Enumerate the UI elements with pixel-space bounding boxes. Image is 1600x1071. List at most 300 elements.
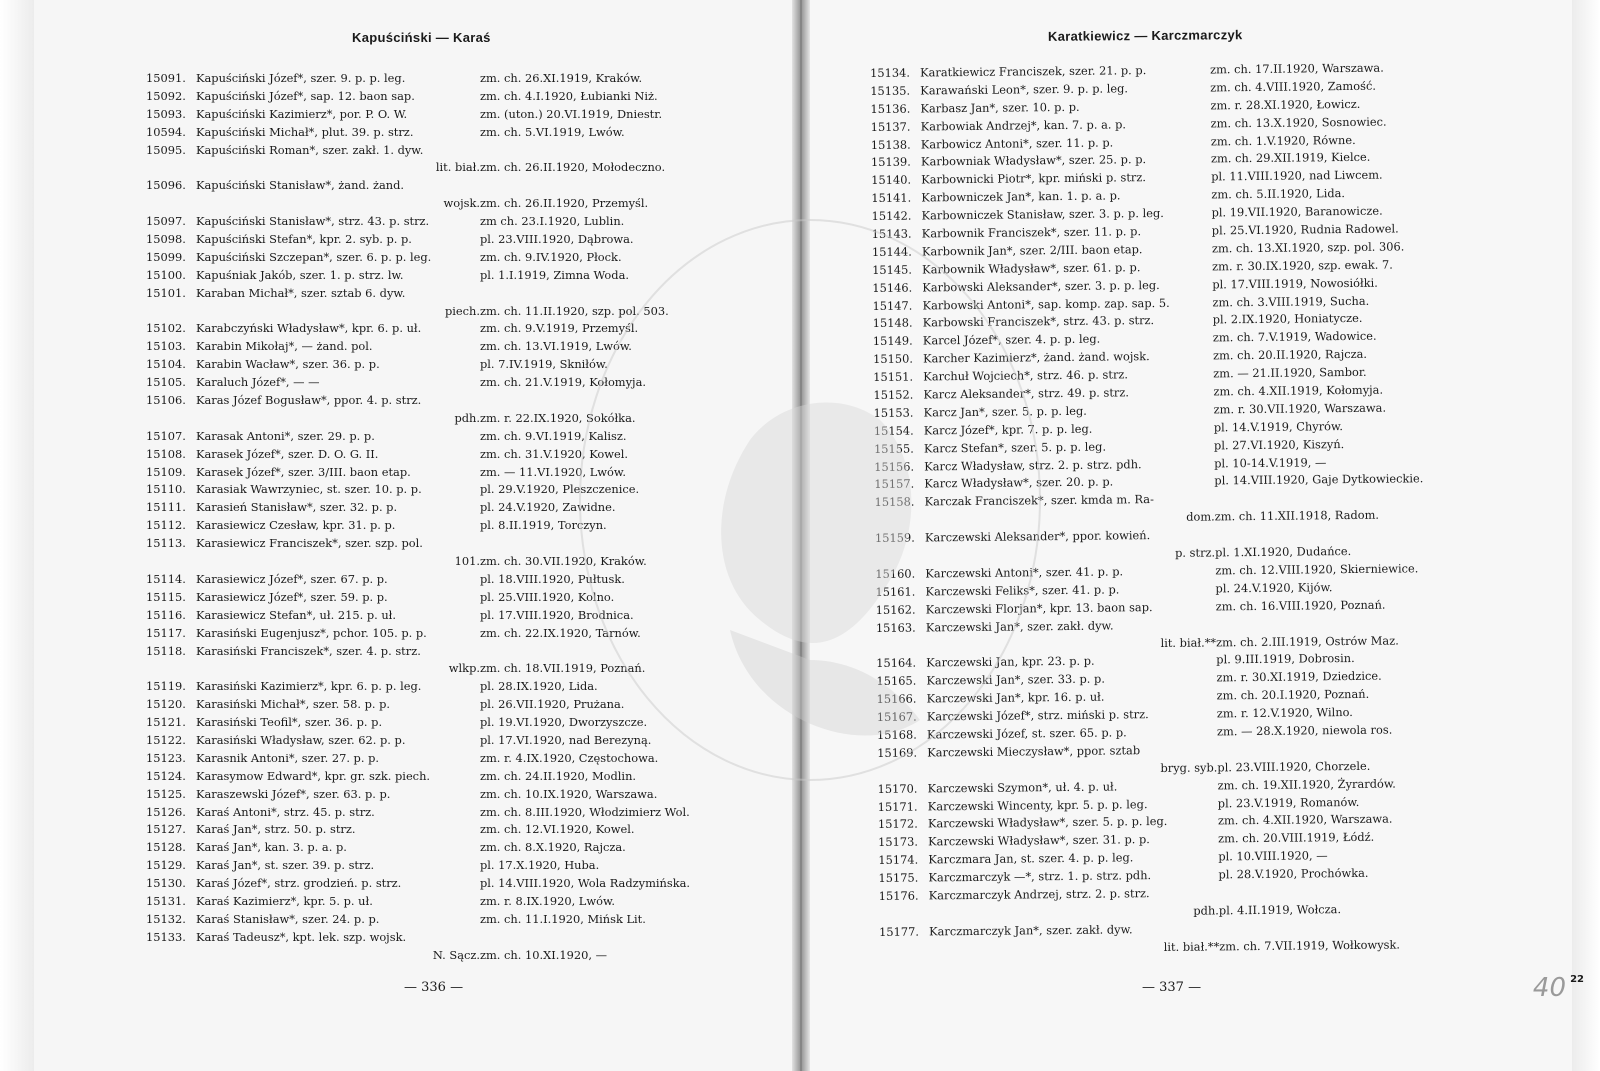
right-entry-list — [870, 57, 1599, 959]
entry-number: 15150. — [873, 351, 914, 367]
entry-name: Karczewski Jan*, szer. zakł. dyw. — [925, 618, 1114, 635]
entry-death-details: zm. r. 30.XI.1919, Dziedzice. — [1216, 668, 1382, 685]
entry-number: 15120. — [146, 697, 186, 712]
entry-death-details: zm. r. 22.IX.1920, Sokółka. — [480, 410, 636, 425]
entry-number: 15152. — [873, 387, 914, 403]
entry-name: Karczewski Aleksander*, ppor. kowień. — [924, 528, 1151, 545]
entry-death-details: zm. (uton.) 20.VI.1919, Dniestr. — [480, 106, 663, 121]
entry-number: 15122. — [146, 732, 186, 747]
entry-name: Karasek Józef*, szer. 3/III. baon etap. — [196, 464, 411, 479]
entry-row — [146, 535, 766, 553]
entry-number: 15162. — [875, 602, 916, 617]
entry-death-details: pl. 1.I.1919, Zimna Woda. — [480, 267, 629, 282]
entry-number: 15110. — [146, 482, 186, 497]
entry-row — [146, 231, 766, 249]
entry-row — [146, 786, 766, 804]
entry-row — [146, 159, 766, 177]
entry-name: Karbowniczek Stanisław, szer. 3. p. p. leg. — [921, 206, 1164, 223]
entry-death-details: zm. ch. 7.VII.1919, Wołkowysk. — [1219, 937, 1401, 954]
entry-number: 15092. — [146, 88, 186, 103]
entry-name: Karbownik Franciszek*, szer. 11. p. p. — [921, 224, 1142, 241]
entry-name: Karczewski Józef*, strz. miński p. strz. — [926, 707, 1149, 724]
entry-name: Karasiński Kazimierz*, kpr. 6. p. p. leg. — [196, 679, 422, 694]
entry-number: 15109. — [146, 464, 186, 479]
entry-number: 15117. — [146, 625, 186, 640]
entry-number: 15101. — [146, 285, 186, 300]
entry-death-details: zm. ch. 11.II.1920, szp. pol. 503. — [480, 303, 669, 318]
entry-name: Karczewski Jan, kpr. 23. p. p. — [926, 654, 1095, 670]
entry-number: 15176. — [878, 888, 919, 903]
entry-number: 15171. — [877, 799, 918, 814]
entry-name: Karasymow Edward*, kpr. gr. szk. piech. — [196, 768, 431, 783]
entry-unit-continuation: dom. — [1186, 509, 1215, 524]
entry-death-details: pl. 10.VIII.1920, — — [1218, 848, 1328, 864]
entry-name: Karasiewicz Czesław, kpr. 31. p. p. — [196, 518, 396, 533]
entry-name: Karczewski Florjan*, kpr. 13. baon sap. — [925, 599, 1153, 617]
entry-row — [146, 589, 766, 607]
entry-row — [146, 285, 766, 303]
entry-name: Karcz Stefan*, szer. 5. p. p. leg. — [923, 439, 1107, 456]
entry-name: Karbowski Antoni*, sap. komp. zap. sap. 5. — [922, 295, 1170, 313]
entry-name: Kapuściński Michał*, plut. 39. p. strz. — [196, 124, 414, 139]
entry-number: 15155. — [873, 441, 914, 456]
entry-number: 15112. — [146, 518, 186, 533]
entry-death-details: zm. ch. 3.VIII.1919, Sucha. — [1212, 293, 1370, 310]
entry-death-details: zm. ch. 4.XII.1919, Kołomyja. — [1213, 382, 1384, 399]
entry-death-details: zm. ch. 9.VI.1919, Kalisz. — [480, 428, 627, 443]
entry-death-details: zm. ch. 10.XI.1920, — — [480, 947, 607, 962]
entry-death-details: pl. 11.VIII.1920, nad Liwcem. — [1211, 167, 1383, 184]
entry-row — [146, 70, 766, 88]
entry-number: 15164. — [876, 655, 917, 671]
entry-row — [146, 249, 766, 267]
entry-number: 15160. — [875, 566, 916, 581]
right-page-number: — 337 — — [1142, 980, 1202, 995]
entry-name: Karas Józef Bogusław*, ppor. 4. p. strz. — [196, 393, 422, 408]
entry-number: 15095. — [146, 142, 186, 157]
entry-number: 15129. — [146, 858, 186, 873]
entry-death-details: zm. r. 28.XI.1920, Łowicz. — [1210, 96, 1361, 113]
entry-death-details: zm. ch. 11.I.1920, Mińsk Lit. — [480, 911, 646, 926]
entry-name: Karaś Józef*, strz. grodzień. p. strz. — [196, 876, 402, 891]
entry-name: Karczewski Józef, st. szer. 65. p. p. — [926, 725, 1127, 742]
entry-death-details: zm. ch. 7.V.1919, Wadowice. — [1212, 329, 1377, 345]
entry-name: Karasiński Eugenjusz*, pchor. 105. p. p. — [196, 625, 427, 640]
entry-number: 15165. — [876, 673, 917, 689]
entry-death-details: zm. ch. 26.XI.1919, Kraków. — [480, 71, 643, 85]
entry-name: Kapuściński Józef*, szer. 9. p. p. leg. — [196, 71, 406, 85]
entry-number: 15103. — [146, 339, 186, 354]
entry-name: Karasiak Wawrzyniec, st. szer. 10. p. p. — [196, 482, 422, 497]
entry-death-details: pl. 14.VIII.1920, Gaje Dytkowieckie. — [1214, 471, 1424, 488]
entry-death-details: zm. ch. 2.III.1919, Ostrów Maz. — [1215, 632, 1399, 649]
entry-name: Karatkiewicz Franciszek, szer. 21. p. p. — [920, 63, 1147, 80]
entry-unit-continuation: wojsk. — [443, 196, 480, 211]
right-page-header: Karatkiewicz — Karczmarczyk — [1047, 27, 1243, 44]
entry-name: Karczewski Jan*, kpr. 16. p. uł. — [926, 689, 1105, 706]
entry-name: Karczmarczyk Jan*, szer. zakł. dyw. — [929, 922, 1133, 939]
entry-name: Karaś Jan*, strz. 50. p. strz. — [196, 822, 356, 837]
entry-row — [146, 320, 766, 338]
entry-death-details: pl. 8.II.1919, Torczyn. — [480, 518, 607, 533]
entry-number: 15121. — [146, 715, 186, 730]
entry-row — [146, 303, 766, 321]
entry-number: 15096. — [146, 178, 186, 193]
entry-number: 15175. — [878, 870, 919, 886]
entry-number: 15118. — [146, 643, 186, 658]
entry-name: Karbasz Jan*, szer. 10. p. p. — [920, 99, 1080, 116]
entry-row — [146, 839, 766, 857]
entry-death-details: pl. 23.VIII.1920, Chorzele. — [1217, 758, 1371, 775]
entry-name: Karczewski Antoni*, szer. 41. p. p. — [925, 564, 1124, 581]
entry-row — [146, 732, 766, 750]
entry-name: Karbowski Franciszek*, strz. 43. p. strz. — [922, 313, 1155, 330]
entry-row — [146, 660, 766, 678]
entry-death-details: zm. ch. 29.XII.1919, Kielce. — [1210, 150, 1371, 166]
entry-number: 15093. — [146, 106, 186, 121]
entry-name: Karaś Jan*, st. szer. 39. p. strz. — [196, 858, 375, 873]
entry-number: 15100. — [146, 267, 186, 282]
entry-name: Kapuściński Józef*, sap. 12. baon sap. — [196, 88, 415, 103]
entry-number: 15131. — [146, 893, 186, 908]
entry-row — [146, 499, 766, 517]
entry-number: 15124. — [146, 768, 186, 783]
entry-death-details: zm. ch. 16.VIII.1920, Poznań. — [1215, 597, 1386, 614]
entry-name: Karasiewicz Józef*, szer. 67. p. p. — [196, 571, 388, 586]
entry-death-details: pl. 24.V.1920, Kijów. — [1215, 580, 1333, 596]
entry-row — [146, 410, 766, 428]
entry-death-details: pl. 17.VI.1920, nad Berezyną. — [480, 732, 652, 747]
entry-unit-continuation: pdh. — [1193, 903, 1219, 918]
entry-row — [146, 571, 766, 589]
entry-death-details: zm. ch. 4.XII.1920, Warszawa. — [1217, 811, 1393, 828]
entry-number: 15108. — [146, 446, 186, 461]
entry-number: 15146. — [872, 280, 913, 295]
entry-death-details: zm. ch. 21.V.1919, Kołomyja. — [480, 375, 646, 390]
entry-death-details: zm. ch. 31.V.1920, Kowel. — [480, 446, 629, 461]
entry-name: Karaban Michał*, szer. sztab 6. dyw. — [196, 285, 406, 300]
left-entry-list — [146, 70, 766, 965]
entry-name: Karasiewicz Franciszek*, szer. szp. pol. — [196, 536, 423, 551]
entry-name: Karasek Józef*, szer. D. O. G. II. — [196, 446, 379, 461]
entry-number: 15107. — [146, 428, 186, 443]
entry-name: Karaś Tadeusz*, kpt. lek. szp. wojsk. — [196, 929, 407, 944]
entry-number: 15143. — [871, 226, 912, 242]
entry-death-details: pl. 25.VIII.1920, Kolno. — [480, 589, 615, 604]
entry-row — [146, 947, 766, 965]
entry-row — [146, 804, 766, 822]
entry-row — [146, 356, 766, 374]
entry-number: 15158. — [874, 494, 915, 510]
entry-death-details: pl. 27.VI.1920, Kiszyń. — [1213, 436, 1345, 453]
entry-name: Karcel Józef*, szer. 4. p. p. leg. — [922, 331, 1101, 348]
entry-death-details: zm. ch. 8.X.1920, Rajcza. — [480, 840, 626, 855]
entry-death-details: pl. 19.VII.1920, Baranowicze. — [1211, 203, 1383, 220]
entry-number: 15166. — [876, 691, 917, 707]
right-page — [800, 0, 1600, 1071]
left-page-header: Kapuściński — Karaś — [352, 30, 491, 45]
entry-name: Karczak Franciszek*, szer. kmda m. Ra- — [924, 492, 1154, 509]
entry-row — [146, 625, 766, 643]
entry-row — [146, 106, 766, 124]
entry-unit-continuation: lit. biał.** — [1163, 939, 1220, 954]
entry-death-details: pl. 1.XI.1920, Dudańce. — [1215, 544, 1352, 560]
entry-number: 15130. — [146, 876, 186, 891]
entry-number: 15157. — [874, 477, 915, 492]
entry-name: Karcher Kazimierz*, żand. żand. wojsk. — [923, 349, 1150, 366]
entry-unit-continuation: bryg. syb. — [1160, 760, 1218, 775]
entry-number: 15102. — [146, 321, 186, 336]
entry-number: 15106. — [146, 393, 186, 408]
entry-number: 15104. — [146, 357, 186, 372]
entry-row — [146, 875, 766, 893]
entry-death-details: pl. 28.IX.1920, Lida. — [480, 679, 598, 694]
entry-death-details: zm. ch. 12.VIII.1920, Skierniewice. — [1215, 561, 1419, 578]
entry-row — [146, 857, 766, 875]
book-gutter — [792, 0, 810, 1071]
entry-row — [146, 607, 766, 625]
entry-name: Karasnik Antoni*, szer. 27. p. p. — [196, 750, 380, 765]
entry-number: 15116. — [146, 607, 186, 622]
entry-name: Karcz Aleksander*, strz. 49. p. strz. — [923, 385, 1130, 402]
entry-death-details: pl. 17.VIII.1919, Nowosiółki. — [1212, 275, 1378, 292]
entry-row — [146, 124, 766, 142]
entry-death-details: pl. 23.VIII.1920, Dąbrowa. — [480, 232, 634, 247]
entry-name: Karbownicki Piotr*, kpr. miński p. strz. — [921, 170, 1147, 187]
entry-unit-continuation: pdh. — [454, 410, 480, 425]
entry-death-details: zm. r. 12.V.1920, Wilno. — [1216, 705, 1353, 721]
entry-death-details: zm. r. 4.IX.1920, Częstochowa. — [480, 750, 659, 765]
entry-number: 15139. — [870, 155, 911, 170]
entry-name: Karaluch Józef*, — — — [196, 375, 320, 390]
entry-row — [146, 374, 766, 392]
entry-death-details: zm. ch. 4.I.1920, Łubianki Niż. — [480, 88, 658, 103]
entry-name: Karaś Antoni*, strz. 45. p. strz. — [196, 804, 375, 819]
entry-number: 15105. — [146, 375, 186, 390]
entry-number: 15135. — [870, 83, 911, 98]
entry-death-details: zm. ch. 8.III.1920, Włodzimierz Wol. — [480, 804, 690, 819]
entry-name: Karczewski Jan*, szer. 33. p. p. — [926, 671, 1105, 688]
entry-name: Karasak Antoni*, szer. 29. p. p. — [196, 428, 375, 443]
entry-number: 15145. — [872, 262, 913, 277]
entry-row — [146, 678, 766, 696]
entry-death-details: zm. ch. 9.V.1919, Przemyśl. — [480, 321, 639, 336]
entry-number: 15137. — [870, 119, 911, 134]
entry-death-details: pl. 17.VIII.1920, Brodnica. — [480, 607, 634, 622]
entry-unit-continuation: lit. biał. — [435, 160, 480, 175]
entry-name: Karbowniak Władysław*, szer. 25. p. p. — [920, 152, 1147, 169]
entry-name: Karczewski Władysław*, szer. 5. p. p. leg. — [927, 814, 1168, 831]
entry-number: 15172. — [877, 816, 918, 832]
entry-name: Karbowicz Antoni*, szer. 11. p. p. — [920, 135, 1114, 152]
entry-name: Karasiewicz Stefan*, uł. 215. p. uł. — [196, 607, 396, 622]
entry-row — [146, 142, 766, 160]
entry-number: 15114. — [146, 571, 186, 586]
entry-death-details: zm. r. 30.IX.1920, szp. ewak. 7. — [1212, 257, 1393, 274]
entry-number: 15170. — [877, 781, 918, 796]
entry-name: Karczmarczyk Andrzej, strz. 2. p. strz. — [928, 886, 1150, 903]
entry-name: Karbowniczek Jan*, kan. 1. p. a. p. — [921, 188, 1121, 205]
entry-number: 15138. — [870, 137, 911, 152]
entry-row — [146, 750, 766, 768]
entry-death-details: pl. 18.VIII.1920, Pułtusk. — [480, 571, 625, 586]
entry-name: Karawański Leon*, szer. 9. p. p. leg. — [920, 81, 1129, 98]
entry-number: 15127. — [146, 822, 186, 837]
entry-number: 15098. — [146, 232, 186, 247]
entry-death-details: zm. — 11.VI.1920, Lwów. — [480, 464, 626, 479]
entry-number: 15147. — [872, 298, 913, 313]
entry-number: 15140. — [871, 172, 912, 188]
entry-death-details: zm. ch. 11.XII.1918, Radom. — [1214, 507, 1380, 524]
entry-row — [146, 929, 766, 947]
entry-row — [146, 338, 766, 356]
entry-name: Karasiński Michał*, szer. 58. p. p. — [196, 697, 391, 712]
entry-unit-continuation: p. strz. — [1175, 545, 1216, 560]
entry-death-details: zm. ch. 18.VII.1919, Poznań. — [480, 661, 646, 676]
entry-death-details: zm. — 28.X.1920, niewola ros. — [1216, 722, 1393, 739]
entry-number: 15174. — [878, 852, 919, 868]
entry-name: Karcz Władysław, strz. 2. p. strz. pdh. — [924, 456, 1142, 474]
entry-number: 15134. — [870, 65, 911, 80]
entry-row — [146, 768, 766, 786]
entry-death-details: pl. 4.II.1919, Wołcza. — [1218, 901, 1342, 918]
entry-death-details: pl. 19.VI.1920, Dworzyszcze. — [480, 715, 648, 730]
entry-death-details: zm. ch. 13.XI.1920, szp. pol. 306. — [1211, 239, 1405, 256]
entry-number: 15091. — [146, 71, 186, 85]
entry-row — [146, 517, 766, 535]
entry-number: 15154. — [873, 423, 914, 438]
entry-number: 15126. — [146, 804, 186, 819]
entry-row — [146, 392, 766, 410]
entry-row — [146, 821, 766, 839]
entry-death-details: pl. 9.III.1919, Dobrosin. — [1216, 651, 1355, 667]
entry-name: Kapuściński Stefan*, kpr. 2. syb. p. p. — [196, 232, 412, 247]
entry-number: 15173. — [878, 834, 919, 850]
entry-name: Karabczyński Władysław*, kpr. 6. p. uł. — [196, 321, 422, 336]
entry-name: Karaś Stanisław*, szer. 24. p. p. — [196, 911, 380, 926]
entry-death-details: pl. 24.V.1920, Zawidne. — [480, 500, 616, 515]
entry-name: Karczewski Szymon*, uł. 4. p. uł. — [927, 779, 1118, 796]
entry-death-details: zm. ch. 30.VII.1920, Kraków. — [480, 554, 647, 569]
entry-row — [146, 464, 766, 482]
entry-number: 15113. — [146, 536, 186, 551]
entry-number: 15111. — [146, 500, 186, 515]
entry-name: Karbownik Władysław*, szer. 61. p. p. — [922, 259, 1141, 277]
entry-number: 15097. — [146, 214, 186, 229]
entry-death-details: pl. 25.VI.1920, Rudnia Radowel. — [1211, 221, 1399, 238]
entry-number: 15142. — [871, 208, 912, 224]
entry-name: Karasień Stanisław*, szer. 32. p. p. — [196, 500, 398, 515]
entry-death-details: pl. 2.IX.1920, Honiatycze. — [1212, 311, 1363, 327]
entry-death-details: pl. 28.V.1920, Prochówka. — [1218, 865, 1369, 882]
entry-number: 15151. — [873, 369, 914, 385]
entry-name: Karasiński Władysław, szer. 62. p. p. — [196, 732, 406, 747]
entry-death-details: zm. r. 8.IX.1920, Lwów. — [480, 893, 615, 908]
entry-death-details: zm. ch. 26.II.1920, Przemyśl. — [480, 196, 649, 211]
entry-number: 15119. — [146, 679, 186, 694]
entry-row — [146, 446, 766, 464]
entry-death-details: pl. 14.V.1919, Chyrów. — [1213, 418, 1344, 435]
entry-death-details: zm. ch. 19.XII.1920, Żyrardów. — [1217, 776, 1396, 793]
entry-number: 15115. — [146, 589, 186, 604]
entry-death-details: zm. ch. 20.II.1920, Rajcza. — [1212, 347, 1368, 363]
entry-name: Karbownik Jan*, szer. 2/III. baon etap. — [921, 242, 1143, 259]
entry-death-details: pl. 10-14.V.1919, — — [1214, 454, 1327, 471]
entry-death-details: pl. 17.X.1920, Huba. — [480, 858, 600, 873]
entry-unit-continuation: wlkp. — [448, 661, 480, 676]
entry-number: 15153. — [873, 405, 914, 420]
entry-death-details: zm. ch. 4.VIII.1920, Zamość. — [1210, 78, 1376, 95]
entry-name: Karczmarczyk —*, strz. 1. p. strz. pdh. — [928, 868, 1152, 885]
entry-number: 15177. — [879, 924, 920, 939]
entry-row — [146, 267, 766, 285]
entry-unit-continuation: lit. biał.** — [1160, 634, 1217, 650]
entry-number: 15163. — [875, 620, 916, 635]
entry-name: Karasiński Franciszek*, szer. 4. p. strz. — [196, 643, 421, 658]
entry-name: Karczewski Mieczysław*, ppor. sztab — [927, 743, 1141, 760]
entry-number: 15161. — [875, 584, 916, 599]
entry-death-details: zm. ch. 12.VI.1920, Kowel. — [480, 822, 635, 837]
entry-death-details: zm. ch. 5.II.1920, Lida. — [1211, 186, 1346, 202]
entry-death-details: zm. ch. 20.I.1920, Poznań. — [1216, 686, 1370, 703]
entry-death-details: zm. ch. 26.II.1920, Mołodeczno. — [480, 160, 666, 175]
entry-death-details: zm. ch. 22.IX.1920, Tarnów. — [480, 625, 641, 640]
entry-name: Karasiński Teofil*, szer. 36. p. p. — [196, 715, 383, 730]
entry-death-details: zm. ch. 17.II.1920, Warszawa. — [1209, 60, 1384, 77]
entry-number: 15128. — [146, 840, 186, 855]
entry-name: Karczewski Władysław*, szer. 31. p. p. — [928, 832, 1150, 849]
entry-number: 15167. — [876, 709, 917, 725]
entry-unit-continuation: N. Sącz. — [432, 947, 480, 962]
entry-number: 15133. — [146, 929, 186, 944]
entry-number: 15132. — [146, 911, 186, 926]
page-edge-left — [0, 0, 34, 1071]
entry-row — [146, 696, 766, 714]
entry-name: Karczmara Jan, st. szer. 4. p. p. leg. — [928, 850, 1134, 867]
entry-name: Kapuściński Szczepan*, szer. 6. p. p. leg. — [196, 249, 432, 264]
entry-row — [146, 213, 766, 231]
entry-row — [146, 643, 766, 661]
entry-number: 15148. — [872, 316, 913, 331]
entry-death-details: zm. ch. 13.X.1920, Sosnowiec. — [1210, 114, 1387, 131]
entry-death-details: zm. ch. 10.IX.1920, Warszawa. — [480, 786, 658, 801]
entry-name: Karaś Kazimierz*, kpr. 5. p. uł. — [196, 893, 373, 908]
entry-number: 15168. — [876, 727, 917, 742]
entry-row — [146, 553, 766, 571]
entry-death-details: zm. ch. 20.VIII.1919, Łódź. — [1218, 830, 1375, 846]
entry-number: 15099. — [146, 249, 186, 264]
entry-number: 15149. — [872, 333, 913, 349]
entry-name: Karabin Wacław*, szer. 36. p. p. — [196, 357, 380, 372]
entry-death-details: pl. 14.VIII.1920, Wola Radzymińska. — [480, 876, 691, 891]
entry-number: 15125. — [146, 786, 186, 801]
entry-name: Kapuściński Kazimierz*, por. P. O. W. — [196, 106, 408, 121]
entry-death-details: zm. — 21.II.1920, Sambor. — [1213, 364, 1367, 381]
entry-number: 15123. — [146, 750, 186, 765]
entry-name: Kapuśniak Jakób, szer. 1. p. strz. lw. — [196, 267, 404, 282]
entry-unit-continuation: 101. — [454, 554, 480, 569]
entry-name: Karaś Jan*, kan. 3. p. a. p. — [196, 840, 347, 855]
entry-row — [146, 195, 766, 213]
entry-row — [146, 714, 766, 732]
entry-death-details: pl. 29.V.1920, Pleszczenice. — [480, 482, 640, 497]
entry-number: 15141. — [871, 190, 912, 206]
entry-row — [146, 481, 766, 499]
entry-number: 15169. — [877, 745, 918, 760]
entry-death-details: zm. ch. 13.VI.1919, Lwów. — [480, 339, 632, 354]
signature-mark: 22 — [1570, 974, 1584, 985]
entry-row — [146, 893, 766, 911]
